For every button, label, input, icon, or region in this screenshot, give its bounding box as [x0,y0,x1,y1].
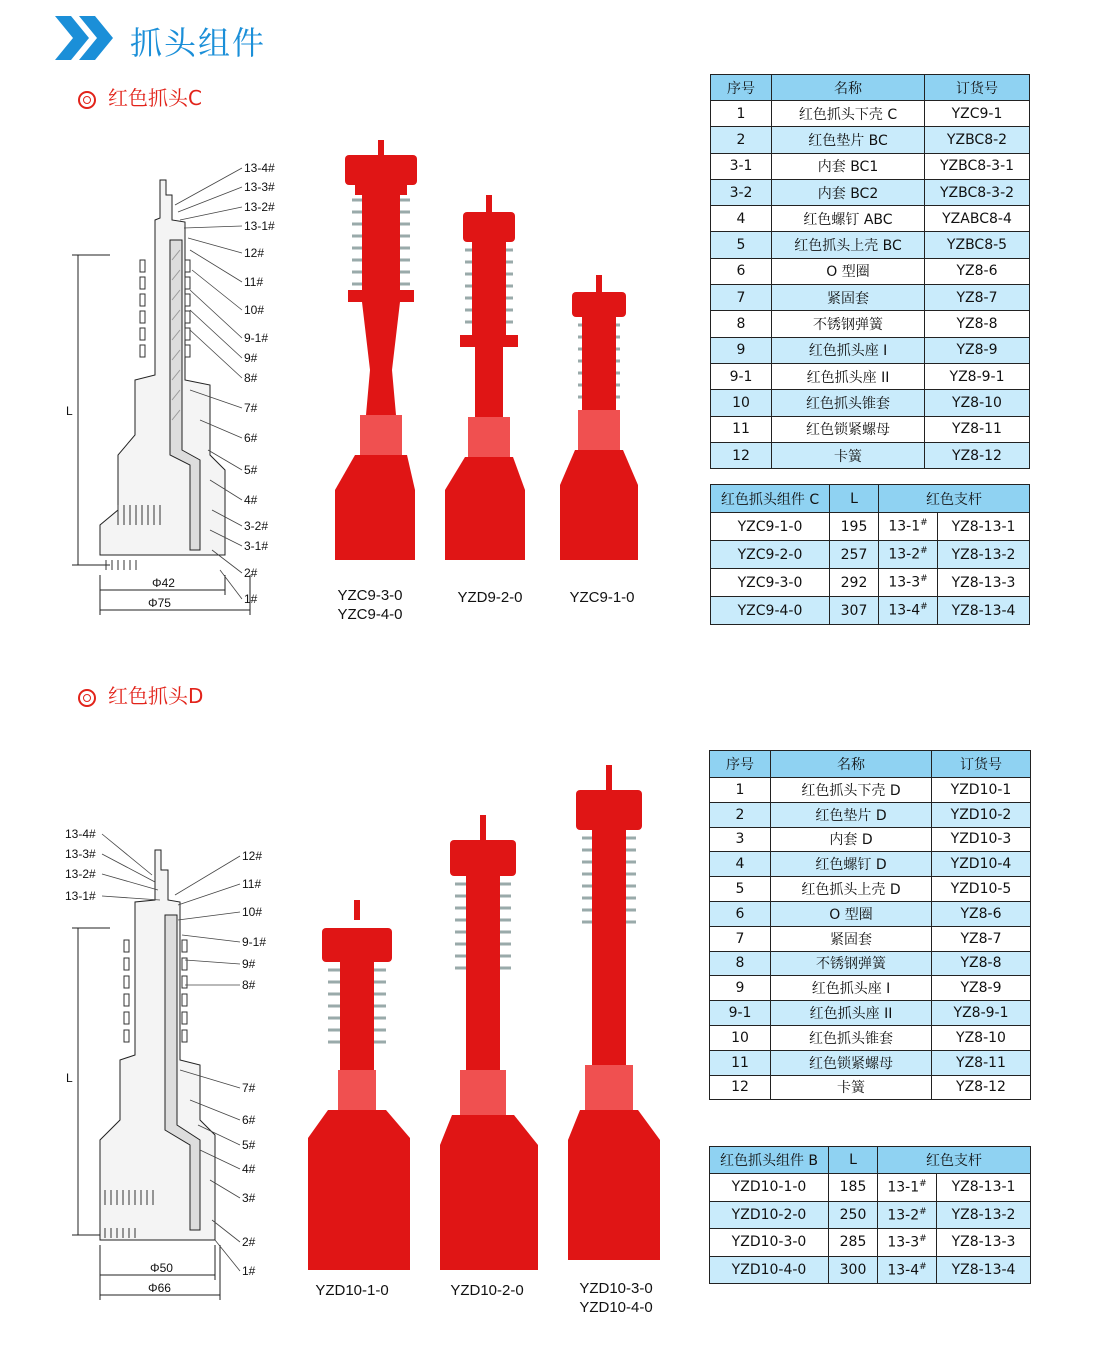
table-cell: YZ8-13-1 [937,1174,1031,1202]
rod-suffix: # [920,518,928,529]
table-cell [879,597,938,625]
table-row [710,1001,1031,1026]
label-c-12: 12# [244,246,265,260]
table-cell: 300 [829,1256,878,1284]
table-header-row [711,485,1030,513]
col-header: 订货号 [925,75,1030,101]
table-cell: YZD10-2-0 [710,1201,829,1229]
caption-c-1-line2: YZC9-4-0 [337,606,403,623]
col-header: 红色支杆 [879,485,1030,513]
table-cell: 11 [710,1050,771,1075]
label-d-7: 7# [242,1081,256,1095]
table-cell: 12 [711,442,772,468]
section-c-title: 红色抓头C [108,86,202,110]
table-cell: 2 [711,127,772,153]
label-d-3: 3# [242,1191,256,1205]
rod-suffix: # [919,1261,927,1272]
label-c-8: 8# [244,371,258,385]
label-c-13-4: 13-4# [244,161,275,175]
table-cell: YZ8-13-3 [937,1229,1031,1257]
section-d-product-photos [300,760,680,1280]
table-cell: YZ8-13-3 [938,569,1030,597]
table-cell [879,541,938,569]
rod-suffix: # [919,1206,927,1217]
table-cell: 6 [711,258,772,284]
table-cell: YZD10-3 [932,827,1031,852]
label-c-3-2: 3-2# [244,519,269,533]
label-c-7: 7# [244,401,258,415]
section-d-technical-diagram [60,820,300,1305]
table-row [711,390,1030,416]
table-cell: 3 [710,827,771,852]
table-row [710,778,1031,803]
section-c-parts-table [710,74,1030,469]
rod-number: 13-1 [887,1179,920,1196]
table-row [710,951,1031,976]
product-yzd10-2-0 [440,815,538,1270]
table-cell: YZABC8-4 [925,206,1030,232]
table-cell: YZD10-4 [932,852,1031,877]
table-cell: 红色抓头下壳 C [772,101,925,127]
label-d-8: 8# [242,978,256,992]
table-cell: YZD10-4-0 [710,1256,829,1284]
table-cell [878,1229,937,1257]
circle-bullet-icon [78,689,96,707]
table-row [710,1025,1031,1050]
table-cell: 内套 BC1 [772,153,925,179]
table-row [711,179,1030,205]
table-cell: YZC9-3-0 [711,569,830,597]
label-d-4: 4# [242,1162,256,1176]
circle-bullet-icon [78,91,96,109]
label-c-13-3: 13-3# [244,180,275,194]
table-cell: 3-1 [711,153,772,179]
table-cell: 红色锁紧螺母 [772,416,925,442]
table-cell: 4 [711,206,772,232]
label-c-10: 10# [244,303,265,317]
table-row [711,416,1030,442]
label-c-d42: Φ42 [152,576,175,590]
caption-d-1: YZD10-1-0 [315,1282,389,1299]
caption-d-3-line1: YZD10-3-0 [579,1280,653,1297]
section-d-heading [78,680,203,709]
label-d-10: 10# [242,905,263,919]
rod-suffix: # [920,574,928,585]
table-cell: 卡簧 [772,442,925,468]
table-cell: 9-1 [711,363,772,389]
table-cell: O 型圈 [772,258,925,284]
label-c-13-2: 13-2# [244,200,275,214]
table-cell: YZBC8-5 [925,232,1030,258]
rod-number: 13-4 [888,602,921,619]
product-yzd10-1-0 [308,900,410,1270]
table-cell: 内套 D [771,827,932,852]
table-cell: 10 [710,1025,771,1050]
section-c-assembly-table [710,484,1030,625]
table-cell: 紧固套 [772,285,925,311]
table-cell: YZ8-13-2 [938,541,1030,569]
table-cell: 307 [830,597,879,625]
rod-number: 13-4 [887,1262,920,1279]
caption-c-2: YZD9-2-0 [457,589,523,606]
table-cell: YZ8-9 [925,337,1030,363]
label-c-6: 6# [244,431,258,445]
table-row [711,232,1030,258]
label-d-6: 6# [242,1113,256,1127]
table-cell: 紧固套 [771,926,932,951]
table-cell: 1 [710,778,771,803]
table-cell: YZ8-9-1 [932,1001,1031,1026]
label-c-L: L [66,404,73,418]
caption-c-1 [320,586,420,624]
label-c-1: 1# [244,592,258,606]
table-header-row [711,75,1030,101]
table-cell: YZ8-9-1 [925,363,1030,389]
table-row [711,285,1030,311]
col-header: 红色抓头组件 B [710,1147,829,1174]
table-cell: 9-1 [710,1001,771,1026]
label-d-1: 1# [242,1264,256,1278]
table-cell: YZ8-7 [925,285,1030,311]
table-cell: 292 [830,569,879,597]
caption-d-3-line2: YZD10-4-0 [579,1299,653,1316]
col-header: 序号 [710,751,771,778]
rod-suffix: # [920,546,928,557]
table-row [710,901,1031,926]
table-row [711,311,1030,337]
table-cell: YZC9-1 [925,101,1030,127]
table-cell: YZBC8-2 [925,127,1030,153]
table-cell: 红色螺钉 ABC [772,206,925,232]
table-cell: 不锈钢弹簧 [771,951,932,976]
table-cell: 红色螺钉 D [771,852,932,877]
table-cell: 红色抓头座 II [771,1001,932,1026]
table-row [711,363,1030,389]
table-cell: YZD10-1 [932,778,1031,803]
product-yzc9-3-0 [335,140,417,560]
table-row [710,877,1031,902]
label-c-d75: Φ75 [148,596,171,610]
col-header: L [830,485,879,513]
col-header: 红色支杆 [878,1147,1031,1174]
label-c-2: 2# [244,566,258,580]
table-cell: 4 [710,852,771,877]
table-cell: 250 [829,1201,878,1229]
label-c-9-1: 9-1# [244,331,269,345]
caption-d-2: YZD10-2-0 [450,1282,524,1299]
table-row [710,852,1031,877]
table-cell: 8 [710,951,771,976]
label-d-11: 11# [242,877,262,891]
table-cell: YZ8-10 [932,1025,1031,1050]
label-d-d50: Φ50 [150,1261,173,1275]
table-cell: YZ8-7 [932,926,1031,951]
section-d-parts-table [709,750,1031,1100]
table-row [710,827,1031,852]
table-cell: 7 [710,926,771,951]
label-d-13-4: 13-4# [65,827,96,841]
table-row [711,101,1030,127]
label-d-d66: Φ66 [148,1281,171,1295]
table-cell: YZ8-13-2 [937,1201,1031,1229]
table-row [710,1075,1031,1100]
label-d-13-1: 13-1# [65,889,96,903]
table-cell: 285 [829,1229,878,1257]
section-d-title: 红色抓头D [108,684,204,708]
table-row [710,1201,1031,1229]
table-cell: YZ8-12 [925,442,1030,468]
label-d-13-2: 13-2# [65,867,96,881]
rod-suffix: # [920,602,928,613]
rod-number: 13-2 [887,1207,920,1224]
table-cell: 红色抓头座 I [771,976,932,1001]
table-cell: YZ8-11 [925,416,1030,442]
label-d-13-3: 13-3# [65,847,96,861]
table-cell: YZ8-13-4 [937,1256,1031,1284]
table-cell: 红色垫片 D [771,802,932,827]
table-cell: 红色抓头座 I [772,337,925,363]
label-d-9: 9# [242,957,256,971]
col-header: 名称 [772,75,925,101]
col-header: 序号 [711,75,772,101]
table-cell: YZC9-4-0 [711,597,830,625]
table-cell: YZD10-3-0 [710,1229,829,1257]
label-c-4: 4# [244,493,258,507]
col-header: L [829,1147,878,1174]
table-row [710,1050,1031,1075]
table-cell: 红色抓头锥套 [771,1025,932,1050]
table-row [710,1256,1031,1284]
table-cell [879,513,938,541]
table-row [711,442,1030,468]
section-c-technical-diagram [60,150,300,620]
table-cell: YZ8-13-4 [938,597,1030,625]
section-c-product-photos [320,140,660,580]
table-cell: 红色垫片 BC [772,127,925,153]
table-cell: YZ8-6 [932,901,1031,926]
col-header: 订货号 [932,751,1031,778]
table-cell [878,1201,937,1229]
table-cell: 5 [710,877,771,902]
table-cell: 红色抓头上壳 D [771,877,932,902]
table-cell: 红色抓头上壳 BC [772,232,925,258]
table-row [711,258,1030,284]
table-header-row [710,751,1031,778]
table-cell: YZ8-8 [932,951,1031,976]
table-row [710,802,1031,827]
table-cell: YZD10-1-0 [710,1174,829,1202]
table-row [710,926,1031,951]
label-c-9: 9# [244,351,258,365]
table-cell: YZD10-2 [932,802,1031,827]
table-row [711,127,1030,153]
table-cell: YZ8-9 [932,976,1031,1001]
table-cell: 185 [829,1174,878,1202]
rod-number: 13-2 [888,546,921,563]
table-cell: 不锈钢弹簧 [772,311,925,337]
table-row [711,597,1030,625]
table-row [711,337,1030,363]
product-yzd10-3-0 [568,765,660,1260]
table-cell: 红色抓头座 II [772,363,925,389]
table-cell: YZBC8-3-1 [925,153,1030,179]
rod-number: 13-1 [888,518,921,535]
table-cell: 红色抓头锥套 [772,390,925,416]
table-cell: YZ8-12 [932,1075,1031,1100]
rod-number: 13-3 [888,574,921,591]
table-cell: YZC9-1-0 [711,513,830,541]
table-row [711,153,1030,179]
table-row [710,976,1031,1001]
rod-suffix: # [919,1178,927,1189]
section-c-heading [78,82,202,111]
table-cell: 195 [830,513,879,541]
table-cell: YZ8-8 [925,311,1030,337]
product-yzd9-2-0 [445,195,525,560]
table-cell: 9 [711,337,772,363]
table-row [711,206,1030,232]
table-cell [878,1174,937,1202]
table-cell: 7 [711,285,772,311]
table-cell: YZBC8-3-2 [925,179,1030,205]
table-cell: 红色锁紧螺母 [771,1050,932,1075]
table-cell: 2 [710,802,771,827]
table-cell: 6 [710,901,771,926]
label-d-9-1: 9-1# [242,935,267,949]
label-c-11: 11# [244,275,264,289]
table-row [710,1174,1031,1202]
label-d-12: 12# [242,849,263,863]
table-cell: YZ8-11 [932,1050,1031,1075]
table-row [711,541,1030,569]
table-cell: 3-2 [711,179,772,205]
page-title: 抓头组件 [130,24,267,62]
table-cell [878,1256,937,1284]
section-d-assembly-table [709,1146,1031,1284]
table-cell: O 型圈 [771,901,932,926]
col-header: 红色抓头组件 C [711,485,830,513]
table-cell: YZC9-2-0 [711,541,830,569]
table-cell [879,569,938,597]
table-header-row [710,1147,1031,1174]
label-d-2: 2# [242,1235,256,1249]
table-cell: 5 [711,232,772,258]
table-row [711,513,1030,541]
table-cell: YZ8-10 [925,390,1030,416]
table-cell: 内套 BC2 [772,179,925,205]
label-d-5: 5# [242,1138,256,1152]
rod-suffix: # [919,1234,927,1245]
table-cell: YZD10-5 [932,877,1031,902]
table-cell: 9 [710,976,771,1001]
label-c-13-1: 13-1# [244,219,275,233]
label-c-5: 5# [244,463,258,477]
caption-c-3: YZC9-1-0 [569,589,635,606]
table-cell: 卡簧 [771,1075,932,1100]
label-d-L: L [66,1071,73,1085]
table-cell: 11 [711,416,772,442]
table-cell: 红色抓头下壳 D [771,778,932,803]
product-yzc9-1-0 [560,275,638,560]
table-cell: YZ8-6 [925,258,1030,284]
table-cell: YZ8-13-1 [938,513,1030,541]
table-cell: 1 [711,101,772,127]
double-chevron-icon [55,16,115,60]
table-cell: 12 [710,1075,771,1100]
table-row [711,569,1030,597]
table-cell: 10 [711,390,772,416]
label-c-3-1: 3-1# [244,539,269,553]
col-header: 名称 [771,751,932,778]
table-cell: 8 [711,311,772,337]
caption-c-1-line1: YZC9-3-0 [337,587,403,604]
caption-d-3 [566,1279,666,1317]
rod-number: 13-3 [887,1234,920,1251]
table-cell: 257 [830,541,879,569]
table-row [710,1229,1031,1257]
